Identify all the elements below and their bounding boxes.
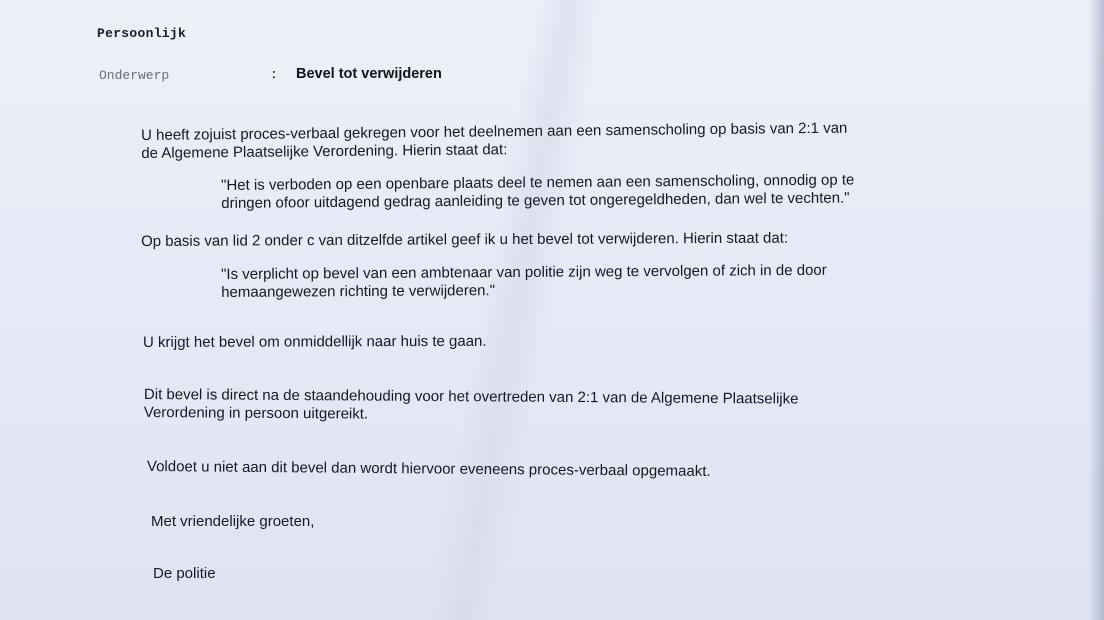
subject-label: Onderwerp [99,68,170,83]
quote-line: "Het is verboden op een openbare plaats deel te nemen aan een samenscholing, onnodig op te [221,171,855,194]
subject-value: Bevel tot verwijderen [296,66,442,82]
paragraph-line: Voldoet u niet aan dit bevel dan wordt hiervoor eveneens proces-verbaal opgemaakt. [146,458,711,480]
paragraph-order [141,230,788,251]
subject-colon: : [270,67,278,82]
quote-article [221,171,855,213]
paper-edge-shadow [1088,0,1104,620]
paragraph-line: Verordening in persoon uitgereikt. [143,403,369,423]
paragraph-intro [141,120,848,163]
quote-line: hemaangewezen richting te verwijderen." [221,282,496,301]
paragraph-line: U heeft zojuist proces-verbaal gekregen voor het deelnemen aan een samenscholing op basis van 2:1 van [141,119,848,144]
paragraph-line: de Algemene Plaatselijke Verordening. Hierin staat dat: [141,141,508,162]
paragraph-line: U krijgt het bevel om onmiddellijk naar huis te gaan. [143,332,487,351]
quote-lid-2 [221,262,827,302]
closing-greeting: Met vriendelijke groeten, [151,513,315,530]
paragraph-issued [144,386,799,427]
paragraph-line: Op basis van lid 2 onder c van ditzelfde artikel geef ik u het bevel tot verwijderen. Hierin staat dat: [141,229,789,250]
quote-line: "Is verplicht op bevel van een ambtenaar van politie zijn weg te vervolgen of zich in de door [221,261,827,283]
quote-line: dringen ofoor uitdagend gedrag aanleiding te geven tot ongeregeldheden, dan wel te vechten." [221,189,850,212]
paragraph-warning [147,458,711,481]
paragraph-go-home [143,333,487,352]
letter-header: Persoonlijk [97,26,187,41]
signature: De politie [153,565,216,582]
paragraph-line: Dit bevel is direct na de staandehouding voor het overtreden van 2:1 van de Algemene Plaatselijke [143,386,799,408]
